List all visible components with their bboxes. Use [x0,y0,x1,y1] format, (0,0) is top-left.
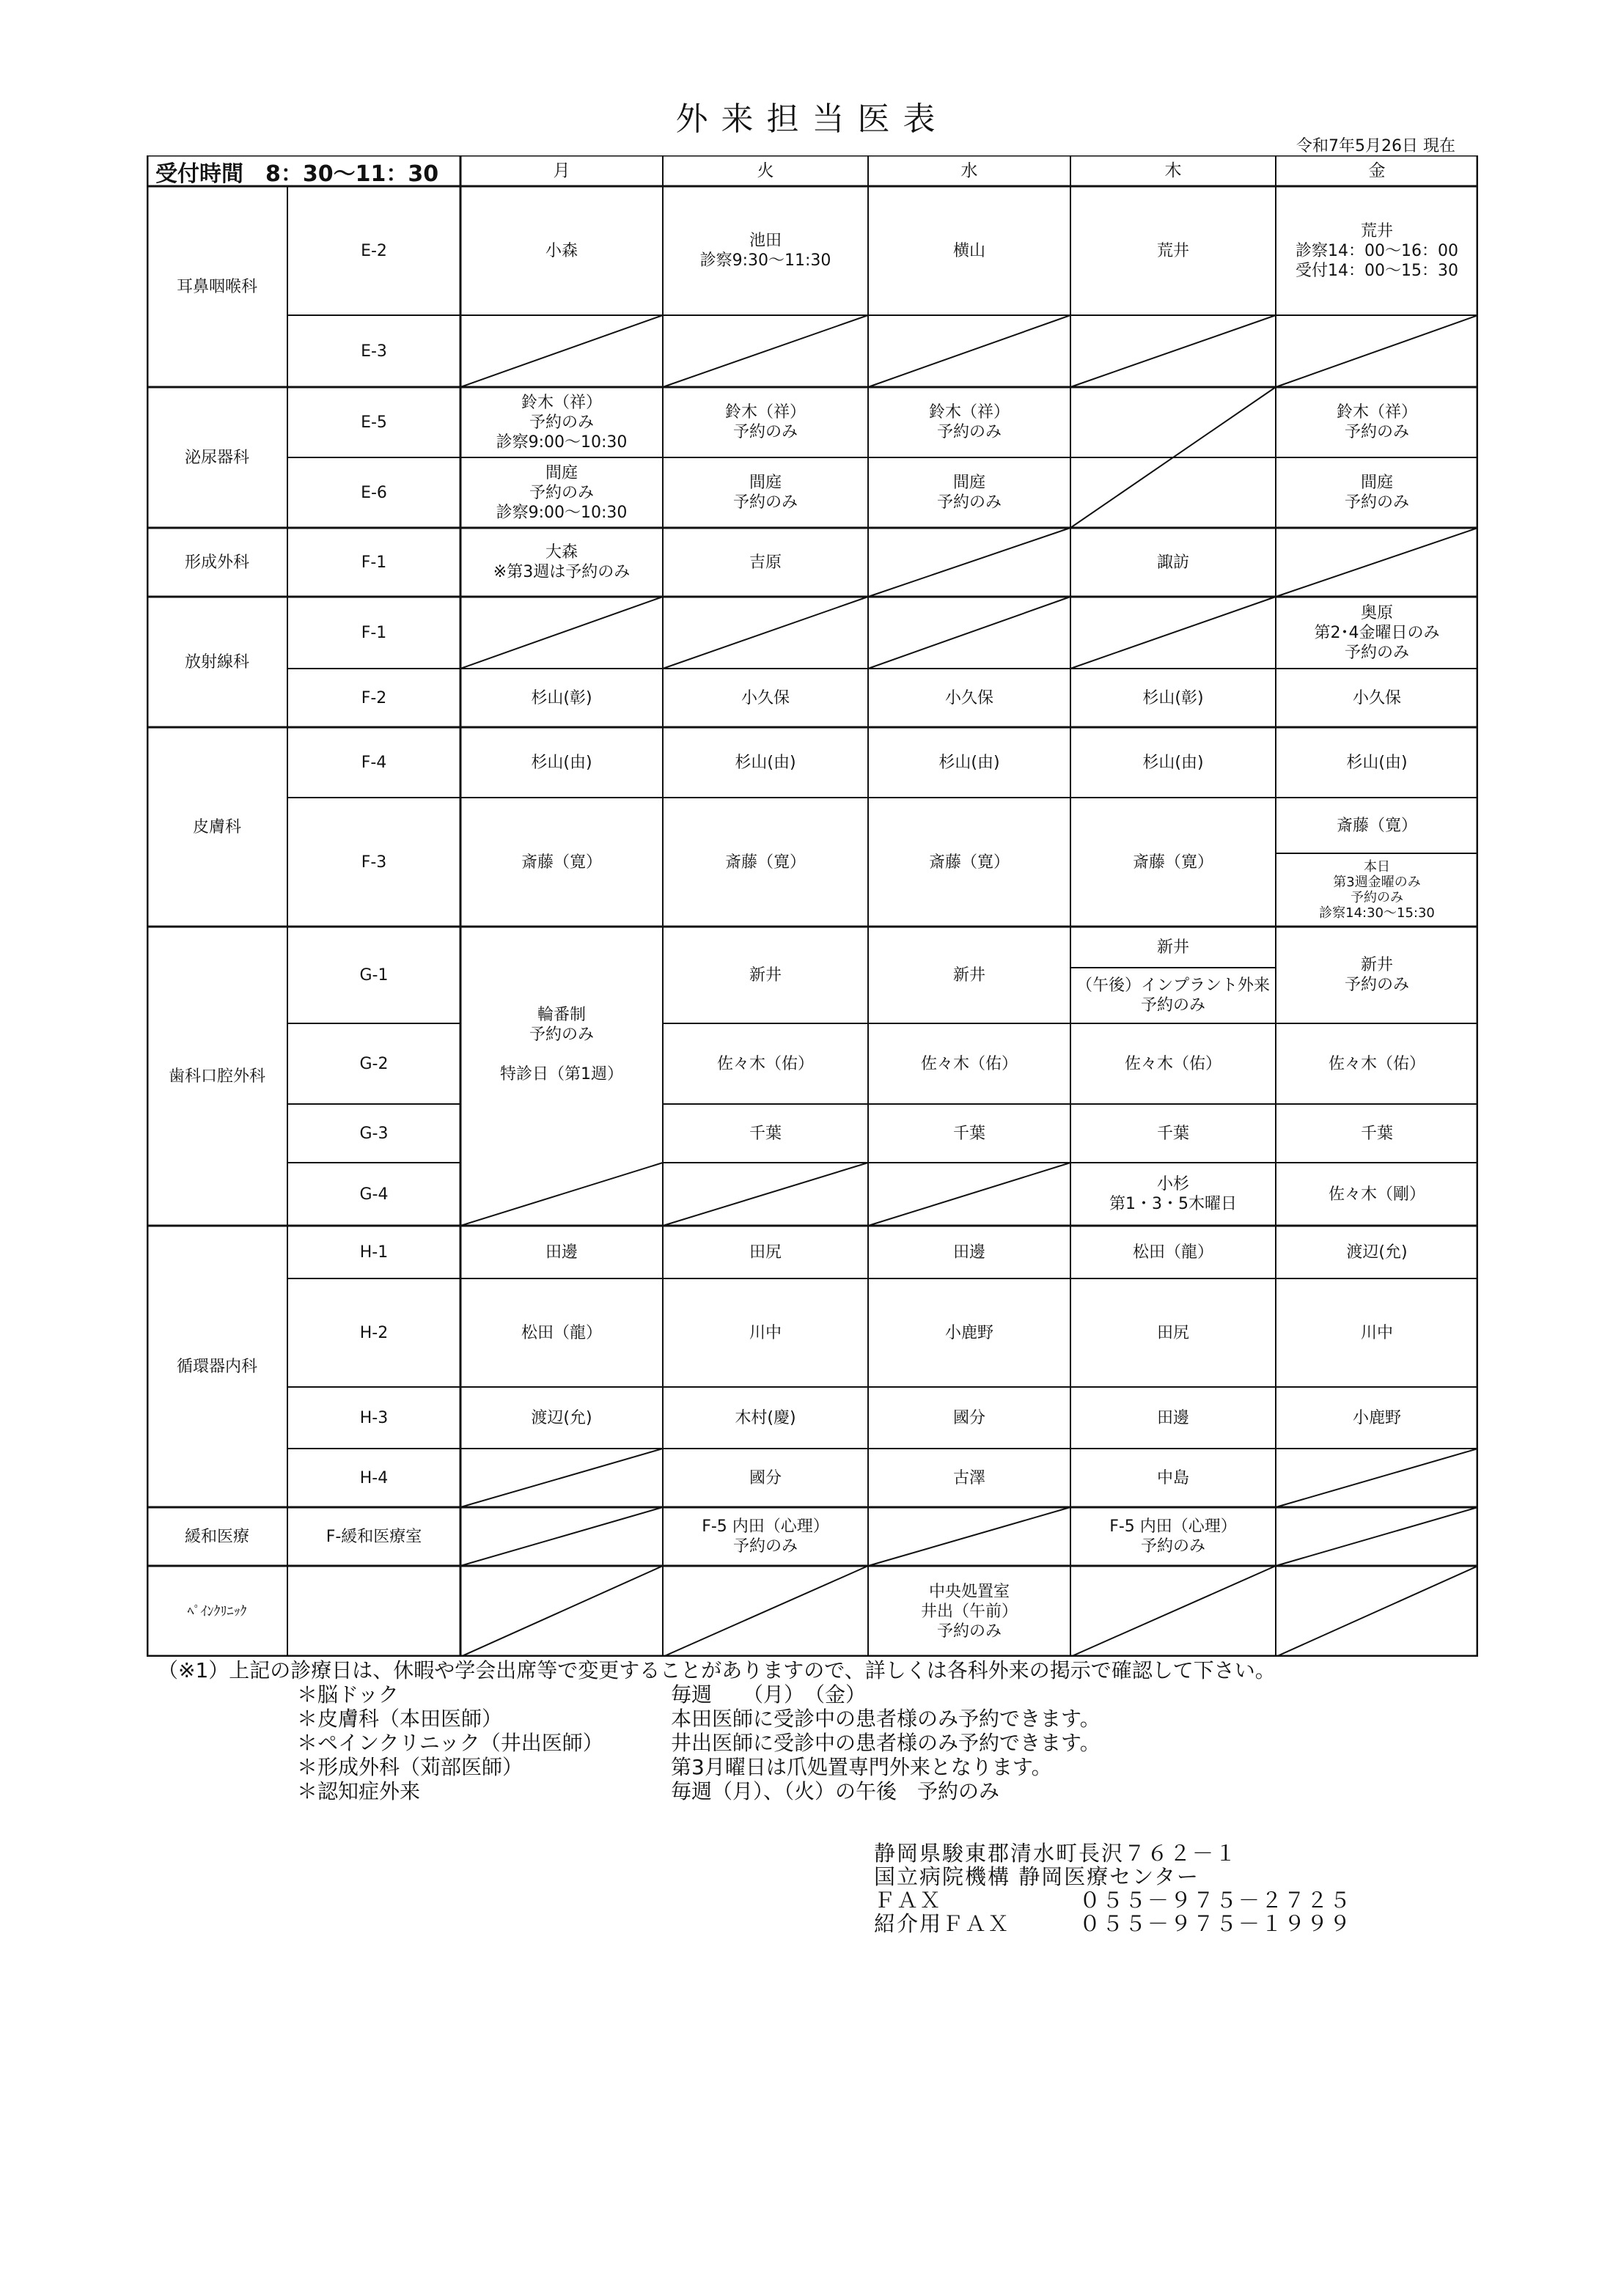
schedule-cell: 田邊 [545,1243,578,1262]
schedule-cell: 鈴木（祥） 予約のみ [724,403,806,441]
schedule-cell: 渡辺(允) [1346,1243,1408,1262]
schedule-cell: 斎藤（寛） [724,853,806,872]
address-line: 静岡県駿東郡清水町長沢７６２－１ [874,1841,1238,1866]
dept-palliative-care: 緩和医療 [184,1527,249,1546]
schedule-cell: 新井 [1156,938,1189,957]
schedule-cell: 木村(慶) [735,1408,796,1427]
day-header-mon: 月 [553,161,570,180]
room-label: F-2 [361,688,387,707]
schedule-cell: 新井 [952,965,985,985]
schedule-cell: 新井 予約のみ [1344,956,1409,994]
hospital-address-block [874,1841,1352,1935]
schedule-cell: 間庭 予約のみ 診察9:00～10:30 [496,463,628,522]
schedule-cell: 杉山(彰) [1142,688,1204,707]
dept-dental-oral-surgery: 歯科口腔外科 [168,1067,265,1086]
note-text: 井出医師に受診中の患者様のみ予約できます。 [671,1731,1101,1755]
room-label: G-1 [359,965,389,985]
schedule-cell: 吉原 [749,553,782,572]
schedule-cell: 奥原 第2･4金曜日のみ 予約のみ [1314,603,1440,662]
schedule-cell: 鈴木（祥） 予約のみ [928,403,1010,441]
day-header-tue: 火 [757,161,774,180]
note-label: ＊脳ドック [297,1682,399,1707]
schedule-cell: 中島 [1156,1468,1189,1487]
main-note: （※1）上記の診療日は、休暇や学会出席等で変更することがありますので、詳しくは各科外来の掲示で確認して下さい。 [158,1658,1276,1682]
schedule-cell: 斎藤（寛） [1132,853,1213,872]
fax-label: ＦＡＸ [874,1888,943,1913]
schedule-cell: 佐々木（佑） [1328,1054,1425,1073]
dept-pain-clinic: ﾍﾟｲﾝｸﾘﾆｯｸ [187,1603,247,1619]
schedule-cell: 斎藤（寛） [1336,816,1417,835]
dept-radiology: 放射線科 [184,652,249,671]
schedule-cell: 川中 [1360,1323,1393,1342]
dept-cardiology: 循環器内科 [176,1357,257,1376]
room-label: G-2 [359,1054,389,1073]
room-label: F-緩和医療室 [326,1527,422,1546]
room-label: E-6 [361,483,387,502]
schedule-cell: 田邊 [952,1243,985,1262]
schedule-cell: 佐々木（佑） [920,1054,1018,1073]
schedule-cell: 古澤 [952,1468,985,1487]
room-label: H-4 [359,1468,389,1487]
room-label: F-1 [361,553,387,572]
reception-hours: 受付時間 8：30～11：30 [155,161,439,187]
schedule-cell: 杉山(由) [1346,753,1408,772]
schedule-cell: 荒井 [1156,241,1189,260]
as-of-date: 令和7年5月26日 現在 [1296,137,1455,155]
schedule-cell: 佐々木（佑） [1124,1054,1221,1073]
room-label: G-3 [359,1124,389,1143]
schedule-cell: 小森 [545,241,578,260]
schedule-cell: 間庭 予約のみ [1344,474,1409,512]
schedule-cell: 池田 診察9:30～11:30 [699,232,831,270]
day-header-fri: 金 [1368,161,1386,180]
schedule-cell: 小久保 [944,688,993,707]
room-label: F-4 [361,753,387,772]
schedule-cell-note: 本日 第3週金曜のみ 予約のみ 診察14:30～15:30 [1319,859,1435,921]
schedule-cell: 間庭 予約のみ [936,474,1002,512]
fax-number: ０５５－９７５－２７２５ [1079,1888,1353,1913]
note-label: ＊形成外科（苅部医師） [297,1755,523,1779]
hospital-name: 国立病院機構 静岡医療センター [874,1864,1200,1889]
schedule-cell-note: （午後）インプラント外来 予約のみ [1076,976,1270,1015]
page-title: 外来担当医表 [675,100,949,138]
schedule-cell: 川中 [749,1323,782,1342]
referral-fax-label: 紹介用ＦＡＸ [874,1911,1011,1936]
schedule-cell: 小鹿野 [944,1323,993,1342]
room-label: H-3 [359,1408,389,1427]
schedule-cell: 小鹿野 [1352,1408,1401,1427]
note-label: ＊認知症外来 [297,1779,421,1803]
schedule-cell: 小久保 [741,688,790,707]
room-label: F-1 [361,623,387,642]
schedule-cell: 松田（龍） [1132,1243,1213,1262]
schedule-cell: 大森 ※第3週は予約のみ [493,543,631,581]
referral-fax-number: ０５５－９７５－１９９９ [1079,1911,1353,1936]
note-label: ＊ペインクリニック（井出医師） [297,1731,603,1755]
schedule-cell: 佐々木（剛） [1328,1185,1425,1204]
schedule-cell: 千葉 [952,1124,985,1143]
room-label: E-5 [361,413,387,432]
room-label: E-2 [361,241,387,260]
note-text: 毎週（月）、（火）の午後 予約のみ [671,1779,1000,1803]
room-label: H-2 [359,1323,389,1342]
schedule-cell: 荒井 診察14：00～16：00 受付14：00～15：30 [1296,221,1458,280]
schedule-cell: 松田（龍） [521,1323,602,1342]
schedule-cell: 杉山(由) [735,753,796,772]
schedule-cell: 千葉 [749,1124,782,1143]
schedule-cell: 千葉 [1360,1124,1393,1143]
schedule-cell: F-5 内田（心理） 予約のみ [702,1517,829,1556]
dept-urology: 泌尿器科 [184,448,249,467]
schedule-cell: 小杉 第1・3・5木曜日 [1109,1175,1237,1213]
schedule-cell: F-5 内田（心理） 予約のみ [1109,1517,1237,1556]
schedule-cell: 杉山(由) [938,753,1000,772]
schedule-cell: 鈴木（祥） 予約のみ 診察9:00～10:30 [496,393,628,452]
schedule-cell: 諏訪 [1156,553,1189,572]
schedule-cell: 杉山(由) [531,753,592,772]
schedule-cell: 田邊 [1156,1408,1189,1427]
schedule-cell: 千葉 [1156,1124,1189,1143]
schedule-cell: 新井 [749,965,782,985]
schedule-cell: 横山 [952,241,985,260]
schedule-cell: 杉山(彰) [531,688,592,707]
schedule-cell: 斎藤（寛） [928,853,1010,872]
schedule-cell: 田尻 [749,1243,782,1262]
room-label: H-1 [359,1243,389,1262]
schedule-cell: 鈴木（祥） 予約のみ [1336,403,1417,441]
dept-ent: 耳鼻咽喉科 [176,277,257,296]
room-label: F-3 [361,853,387,872]
schedule-cell: 杉山(由) [1142,753,1204,772]
note-text: 本田医師に受診中の患者様のみ予約できます。 [671,1707,1101,1731]
room-label: G-4 [359,1185,389,1204]
note-text: 毎週 （月） （金） [671,1682,867,1707]
schedule-cell: 國分 [952,1408,985,1427]
room-label: E-3 [361,342,387,361]
schedule-cell: 小久保 [1352,688,1401,707]
day-header-wed: 水 [960,161,978,180]
day-header-thu: 木 [1164,161,1182,180]
dept-plastic-surgery: 形成外科 [184,553,249,572]
note-label: ＊皮膚科（本田医師） [297,1707,503,1731]
schedule-cell: 斎藤（寛） [521,853,602,872]
dept-dermatology: 皮膚科 [192,817,241,836]
schedule-cell: 輪番制 予約のみ 特診日（第1週） [500,1006,623,1083]
schedule-cell: 中央処置室 井出（午前） 予約のみ [920,1582,1018,1641]
schedule-cell: 國分 [749,1468,782,1487]
schedule-cell: 間庭 予約のみ [732,474,798,512]
schedule-cell: 田尻 [1156,1323,1189,1342]
schedule-cell: 佐々木（佑） [716,1054,814,1073]
schedule-cell: 渡辺(允) [531,1408,592,1427]
schedule-table [147,155,1478,1657]
note-text: 第3月曜日は爪処置専門外来となります。 [671,1755,1052,1779]
